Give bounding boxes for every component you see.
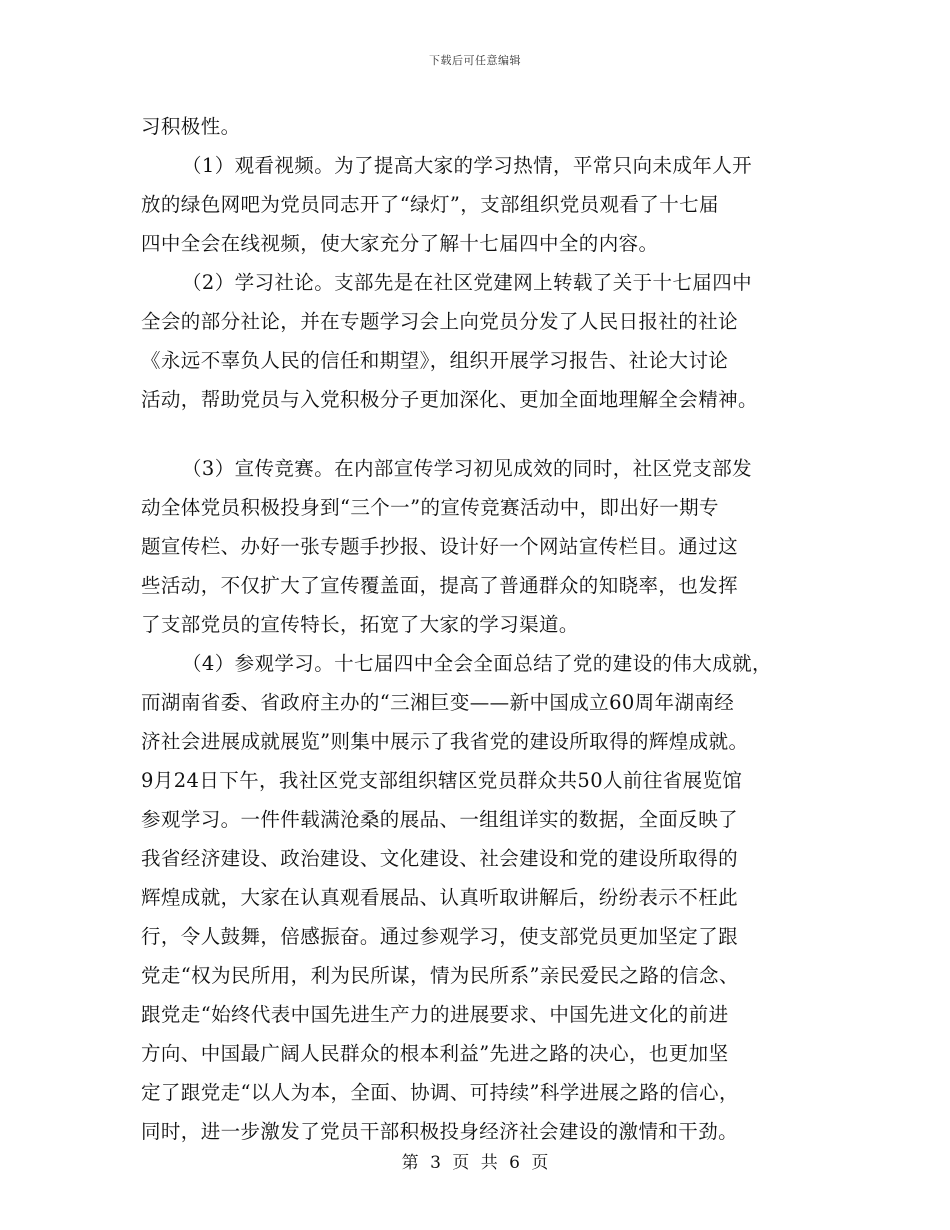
text-line: 四中全会在线视频，使大家充分了解十七届四中全的内容。 bbox=[141, 232, 659, 255]
text-line: 定了跟党走“以人为本，全面、协调、可持续”科学进展之路的信心， bbox=[141, 1081, 739, 1104]
text-line: 了支部党员的宣传特长，拓宽了大家的学习渠道。 bbox=[141, 613, 579, 636]
text-line: 济社会进展成就展览”则集中展示了我省党的建设所取得的辉煌成就。 bbox=[141, 730, 749, 753]
paragraph-2-line: （2）学习社论。支部先是在社区党建网上转载了关于十七届四中 bbox=[182, 271, 753, 294]
text-line: 习积极性。 bbox=[141, 115, 241, 138]
text-line: 活动，帮助党员与入党积极分子更加深化、更加全面地理解全会精神。 bbox=[141, 388, 758, 411]
text-line: 同时，进一步激发了党员干部积极投身经济社会建设的激情和干劲。 bbox=[141, 1120, 739, 1143]
text-line: 方向、中国最广阔人民群众的根本利益”先进之路的决心，也更加坚 bbox=[141, 1042, 729, 1065]
paragraph-gap bbox=[141, 419, 821, 449]
text-line: 跟党走“始终代表中国先进生产力的进展要求、中国先进文化的前进 bbox=[141, 1003, 729, 1026]
paragraph-4-line: （4）参观学习。十七届四中全会全面总结了党的建设的伟大成就， bbox=[182, 652, 772, 675]
text-line: 党走“权为民所用，利为民所谋，情为民所系”亲民爱民之路的信念、 bbox=[141, 964, 739, 987]
page-header-note: 下载后可任意编辑 bbox=[429, 54, 521, 67]
document-body bbox=[141, 107, 821, 1151]
text-line: 行，令人鼓舞，倍感振奋。通过参观学习，使支部党员更加坚定了跟 bbox=[141, 925, 739, 948]
text-line: 全会的部分社论，并在专题学习会上向党员分发了人民日报社的社论 bbox=[141, 310, 739, 333]
text-line: 而湖南省委、省政府主办的“三湘巨变——新中国成立60周年湖南经 bbox=[141, 691, 735, 714]
text-line: 9月24日下午，我社区党支部组织辖区党员群众共50人前往省展览馆 bbox=[141, 769, 743, 792]
text-line: 题宣传栏、办好一张专题手抄报、设计好一个网站宣传栏目。通过这 bbox=[141, 535, 739, 558]
paragraph-3-line: （3）宣传竞赛。在内部宣传学习初见成效的同时，社区党支部发 bbox=[182, 457, 753, 480]
text-line: 我省经济建设、政治建设、文化建设、社会建设和党的建设所取得的 bbox=[141, 847, 739, 870]
text-line: 辉煌成就，大家在认真观看展品、认真听取讲解后，纷纷表示不枉此 bbox=[141, 886, 739, 909]
text-line: 放的绿色网吧为党员同志开了“绿灯”，支部组织党员观看了十七届 bbox=[141, 193, 719, 216]
page-number-footer: 第 3 页 共 6 页 bbox=[401, 1153, 549, 1173]
paragraph-1-line: （1）观看视频。为了提高大家的学习热情，平常只向未成年人开 bbox=[182, 154, 753, 177]
text-line: 些活动，不仅扩大了宣传覆盖面，提高了普通群众的知晓率，也发挥 bbox=[141, 574, 739, 597]
text-line: 参观学习。一件件载满沧桑的展品、一组组详实的数据，全面反映了 bbox=[141, 808, 739, 831]
text-line: 《永远不辜负人民的信任和期望》，组织开展学习报告、社论大讨论 bbox=[141, 349, 729, 372]
text-line: 动全体党员积极投身到“三个一”的宣传竞赛活动中，即出好一期专 bbox=[141, 496, 719, 519]
